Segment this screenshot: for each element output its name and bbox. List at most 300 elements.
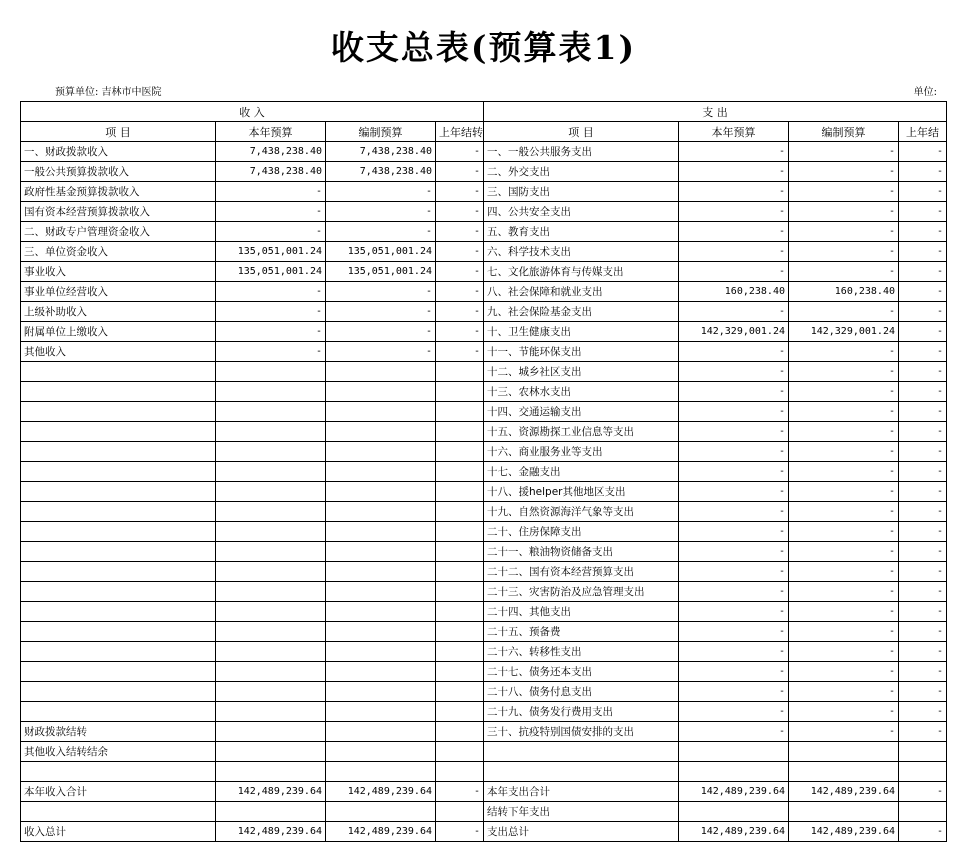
table-row [21,502,947,522]
expense-item-label: 十七、金融支出 [484,462,679,482]
income-current-budget [216,622,326,642]
expense-item-label [484,742,679,762]
expense-carryover: - [899,462,947,482]
table-row [21,422,947,442]
expense-carryover: - [899,702,947,722]
expense-compiled-budget: - [789,262,899,282]
budget-unit-label: 预算单位: 吉林市中医院 [55,87,162,98]
income-current-budget [216,662,326,682]
income-compiled-budget [326,802,436,822]
expense-item-label: 十九、自然资源海洋气象等支出 [484,502,679,522]
income-current-budget: - [216,342,326,362]
expense-item-label: 二十六、转移性支出 [484,642,679,662]
table-row [21,362,947,382]
table-row [21,762,947,782]
expense-carryover: - [899,422,947,442]
table-row [21,482,947,502]
table-row [21,582,947,602]
income-carryover [436,802,484,822]
expense-compiled-budget: - [789,462,899,482]
income-carryover [436,422,484,442]
income-compiled-budget: - [326,202,436,222]
expense-current-budget: - [679,222,789,242]
income-compiled-budget: - [326,282,436,302]
expense-current-budget: - [679,622,789,642]
expense-current-budget: - [679,182,789,202]
expense-carryover: - [899,362,947,382]
income-compiled-budget: - [326,342,436,362]
expense-col2-header: 编制预算 [789,122,899,142]
income-carryover [436,542,484,562]
income-carryover [436,562,484,582]
income-col3-header: 上年结转 [436,122,484,142]
expense-item-label: 支出总计 [484,822,679,842]
expense-carryover: - [899,642,947,662]
expense-item-label: 二十八、债务付息支出 [484,682,679,702]
income-compiled-budget [326,662,436,682]
expense-current-budget: - [679,722,789,742]
income-carryover: - [436,202,484,222]
expense-item-label: 十八、援helper其他地区支出 [484,482,679,502]
income-compiled-budget [326,622,436,642]
expense-current-budget: - [679,642,789,662]
income-group-header: 收 入 [21,102,484,122]
expense-carryover: - [899,182,947,202]
table-row [21,782,947,802]
income-item-label [21,702,216,722]
expense-item-label: 七、文化旅游体育与传媒支出 [484,262,679,282]
income-item-header: 项 目 [21,122,216,142]
table-row [21,442,947,462]
expense-carryover: - [899,402,947,422]
income-current-budget: - [216,302,326,322]
income-carryover: - [436,222,484,242]
income-col1-header: 本年预算 [216,122,326,142]
budget-table [20,101,947,842]
income-current-budget [216,362,326,382]
expense-current-budget [679,802,789,822]
income-item-label [21,522,216,542]
expense-compiled-budget: - [789,702,899,722]
expense-carryover: - [899,142,947,162]
income-item-label [21,762,216,782]
income-compiled-budget [326,762,436,782]
income-item-label: 二、财政专户管理资金收入 [21,222,216,242]
income-compiled-budget [326,422,436,442]
income-compiled-budget: 142,489,239.64 [326,782,436,802]
income-current-budget [216,642,326,662]
expense-item-label: 十二、城乡社区支出 [484,362,679,382]
income-item-label [21,682,216,702]
income-compiled-budget: 7,438,238.40 [326,142,436,162]
income-compiled-budget: - [326,222,436,242]
income-compiled-budget [326,562,436,582]
expense-item-label: 十六、商业服务业等支出 [484,442,679,462]
income-carryover [436,362,484,382]
expense-item-label: 三、国防支出 [484,182,679,202]
table-row [21,282,947,302]
income-item-label: 事业收入 [21,262,216,282]
expense-compiled-budget: - [789,202,899,222]
income-compiled-budget [326,522,436,542]
income-item-label [21,602,216,622]
table-row [21,222,947,242]
income-item-label: 一、财政拨款收入 [21,142,216,162]
income-carryover [436,722,484,742]
expense-carryover: - [899,202,947,222]
income-carryover: - [436,242,484,262]
expense-compiled-budget: - [789,302,899,322]
income-carryover: - [436,162,484,182]
income-current-budget [216,602,326,622]
expense-current-budget: - [679,142,789,162]
expense-carryover: - [899,382,947,402]
income-item-label [21,382,216,402]
table-row [21,702,947,722]
expense-item-label: 十五、资源勘探工业信息等支出 [484,422,679,442]
expense-compiled-budget: - [789,722,899,742]
expense-compiled-budget: - [789,542,899,562]
income-compiled-budget: 135,051,001.24 [326,262,436,282]
income-carryover [436,382,484,402]
income-compiled-budget [326,502,436,522]
income-item-label [21,482,216,502]
income-carryover [436,762,484,782]
expense-compiled-budget: - [789,422,899,442]
table-row [21,242,947,262]
income-carryover [436,642,484,662]
expense-carryover: - [899,242,947,262]
income-current-budget: - [216,322,326,342]
income-compiled-budget [326,722,436,742]
expense-current-budget: 142,489,239.64 [679,782,789,802]
income-carryover: - [436,342,484,362]
table-row [21,742,947,762]
income-item-label: 一般公共预算拨款收入 [21,162,216,182]
expense-carryover: - [899,662,947,682]
table-row [21,662,947,682]
income-item-label: 上级补助收入 [21,302,216,322]
expense-current-budget: - [679,302,789,322]
expense-compiled-budget: 142,329,001.24 [789,322,899,342]
table-row [21,542,947,562]
expense-item-label: 二十四、其他支出 [484,602,679,622]
table-row [21,802,947,822]
income-current-budget [216,542,326,562]
expense-current-budget: - [679,162,789,182]
expense-carryover: - [899,562,947,582]
expense-compiled-budget: - [789,222,899,242]
income-current-budget: 135,051,001.24 [216,262,326,282]
income-item-label [21,362,216,382]
expense-current-budget: - [679,422,789,442]
expense-compiled-budget: - [789,602,899,622]
income-item-label: 本年收入合计 [21,782,216,802]
income-item-label [21,562,216,582]
expense-current-budget: 160,238.40 [679,282,789,302]
expense-item-label [484,762,679,782]
income-item-label [21,642,216,662]
expense-compiled-budget: 142,489,239.64 [789,822,899,842]
table-row [21,682,947,702]
expense-group-header: 支 出 [484,102,947,122]
expense-carryover: - [899,602,947,622]
expense-carryover: - [899,502,947,522]
expense-current-budget: - [679,502,789,522]
expense-current-budget: - [679,382,789,402]
expense-compiled-budget: 142,489,239.64 [789,782,899,802]
expense-compiled-budget: - [789,642,899,662]
expense-item-header: 项 目 [484,122,679,142]
expense-carryover [899,762,947,782]
table-row [21,302,947,322]
expense-compiled-budget: - [789,662,899,682]
income-item-label: 事业单位经营收入 [21,282,216,302]
income-current-budget: - [216,222,326,242]
expense-current-budget [679,742,789,762]
expense-compiled-budget: 160,238.40 [789,282,899,302]
income-compiled-budget [326,462,436,482]
expense-carryover: - [899,342,947,362]
income-item-label: 其他收入 [21,342,216,362]
income-current-budget [216,702,326,722]
income-compiled-budget [326,702,436,722]
expense-item-label: 八、社会保障和就业支出 [484,282,679,302]
expense-item-label: 二十九、债务发行费用支出 [484,702,679,722]
income-col2-header: 编制预算 [326,122,436,142]
table-row [21,262,947,282]
income-carryover: - [436,302,484,322]
expense-current-budget [679,762,789,782]
income-current-budget [216,502,326,522]
expense-current-budget: - [679,682,789,702]
income-current-budget [216,462,326,482]
income-current-budget [216,742,326,762]
table-body [21,142,947,842]
income-item-label: 国有资本经营预算拨款收入 [21,202,216,222]
income-carryover [436,682,484,702]
table-row [21,622,947,642]
income-current-budget [216,422,326,442]
expense-carryover: - [899,622,947,642]
table-row [21,382,947,402]
expense-current-budget: - [679,402,789,422]
income-current-budget [216,682,326,702]
expense-item-label: 十四、交通运输支出 [484,402,679,422]
income-item-label: 政府性基金预算拨款收入 [21,182,216,202]
expense-item-label: 十一、节能环保支出 [484,342,679,362]
expense-carryover: - [899,542,947,562]
income-current-budget [216,582,326,602]
expense-carryover [899,802,947,822]
expense-compiled-budget: - [789,242,899,262]
expense-carryover: - [899,782,947,802]
expense-compiled-budget: - [789,682,899,702]
expense-carryover: - [899,822,947,842]
expense-carryover: - [899,302,947,322]
income-current-budget [216,382,326,402]
income-compiled-budget [326,382,436,402]
income-current-budget: 142,489,239.64 [216,822,326,842]
income-item-label [21,442,216,462]
income-carryover [436,482,484,502]
income-item-label [21,422,216,442]
expense-item-label: 二十一、粮油物资储备支出 [484,542,679,562]
table-group-header-row [21,102,947,122]
expense-current-budget: - [679,462,789,482]
income-compiled-budget [326,482,436,502]
table-row [21,562,947,582]
expense-current-budget: 142,329,001.24 [679,322,789,342]
income-compiled-budget [326,442,436,462]
expense-carryover: - [899,722,947,742]
expense-compiled-budget [789,762,899,782]
expense-col3-header: 上年结 [899,122,947,142]
expense-carryover: - [899,442,947,462]
expense-carryover: - [899,682,947,702]
income-carryover: - [436,142,484,162]
expense-compiled-budget: - [789,182,899,202]
table-row [21,602,947,622]
income-carryover: - [436,282,484,302]
table-row [21,142,947,162]
income-current-budget: - [216,182,326,202]
expense-compiled-budget: - [789,402,899,422]
income-item-label [21,402,216,422]
income-carryover [436,522,484,542]
table-row [21,722,947,742]
income-carryover [436,402,484,422]
income-current-budget [216,522,326,542]
expense-current-budget: - [679,202,789,222]
income-carryover [436,742,484,762]
expense-compiled-budget: - [789,582,899,602]
expense-compiled-budget: - [789,342,899,362]
income-carryover [436,582,484,602]
expense-compiled-budget: - [789,502,899,522]
income-carryover [436,502,484,522]
income-carryover [436,602,484,622]
income-current-budget: 7,438,238.40 [216,162,326,182]
expense-current-budget: 142,489,239.64 [679,822,789,842]
income-item-label [21,462,216,482]
expense-carryover: - [899,322,947,342]
income-item-label [21,622,216,642]
expense-carryover [899,742,947,762]
income-item-label: 收入总计 [21,822,216,842]
income-compiled-budget: 142,489,239.64 [326,822,436,842]
expense-item-label: 二十二、国有资本经营预算支出 [484,562,679,582]
expense-compiled-budget: - [789,442,899,462]
income-item-label: 财政拨款结转 [21,722,216,742]
income-carryover: - [436,782,484,802]
income-item-label [21,582,216,602]
table-row [21,162,947,182]
income-compiled-budget: - [326,302,436,322]
expense-item-label: 十三、农林水支出 [484,382,679,402]
income-current-budget [216,562,326,582]
expense-item-label: 二十五、预备费 [484,622,679,642]
expense-current-budget: - [679,242,789,262]
expense-compiled-budget: - [789,162,899,182]
table-row [21,522,947,542]
expense-carryover: - [899,282,947,302]
expense-carryover: - [899,522,947,542]
income-carryover [436,462,484,482]
income-current-budget [216,482,326,502]
income-compiled-budget [326,362,436,382]
income-item-label [21,802,216,822]
income-compiled-budget [326,602,436,622]
income-current-budget [216,802,326,822]
page-title: 收支总表(预算表1) [330,28,637,67]
table-row [21,642,947,662]
expense-item-label: 结转下年支出 [484,802,679,822]
income-item-label [21,542,216,562]
table-row [21,342,947,362]
income-compiled-budget: - [326,182,436,202]
income-carryover: - [436,262,484,282]
income-current-budget [216,402,326,422]
income-item-label [21,502,216,522]
expense-compiled-budget [789,802,899,822]
expense-current-budget: - [679,262,789,282]
income-item-label [21,662,216,682]
income-current-budget: - [216,282,326,302]
expense-compiled-budget: - [789,142,899,162]
income-carryover [436,442,484,462]
income-carryover [436,662,484,682]
income-carryover: - [436,182,484,202]
income-compiled-budget [326,742,436,762]
income-compiled-budget [326,682,436,702]
meta-row [0,83,967,101]
income-compiled-budget: 135,051,001.24 [326,242,436,262]
expense-item-label: 九、社会保险基金支出 [484,302,679,322]
expense-compiled-budget: - [789,562,899,582]
expense-compiled-budget: - [789,362,899,382]
expense-current-budget: - [679,522,789,542]
income-current-budget [216,722,326,742]
expense-item-label: 本年支出合计 [484,782,679,802]
expense-col1-header: 本年预算 [679,122,789,142]
income-carryover: - [436,822,484,842]
expense-carryover: - [899,582,947,602]
expense-current-budget: - [679,562,789,582]
income-current-budget: 135,051,001.24 [216,242,326,262]
income-compiled-budget [326,402,436,422]
expense-compiled-budget: - [789,482,899,502]
table-column-header-row [21,122,947,142]
expense-item-label: 十、卫生健康支出 [484,322,679,342]
expense-item-label: 三十、抗疫特别国债安排的支出 [484,722,679,742]
expense-current-budget: - [679,662,789,682]
expense-carryover: - [899,262,947,282]
table-row [21,462,947,482]
expense-carryover: - [899,482,947,502]
expense-current-budget: - [679,702,789,722]
table-row [21,822,947,842]
income-carryover [436,702,484,722]
expense-carryover: - [899,162,947,182]
expense-item-label: 六、科学技术支出 [484,242,679,262]
expense-current-budget: - [679,442,789,462]
expense-item-label: 一、一般公共服务支出 [484,142,679,162]
expense-carryover: - [899,222,947,242]
income-item-label: 其他收入结转结余 [21,742,216,762]
expense-item-label: 二十七、债务还本支出 [484,662,679,682]
table-row [21,182,947,202]
